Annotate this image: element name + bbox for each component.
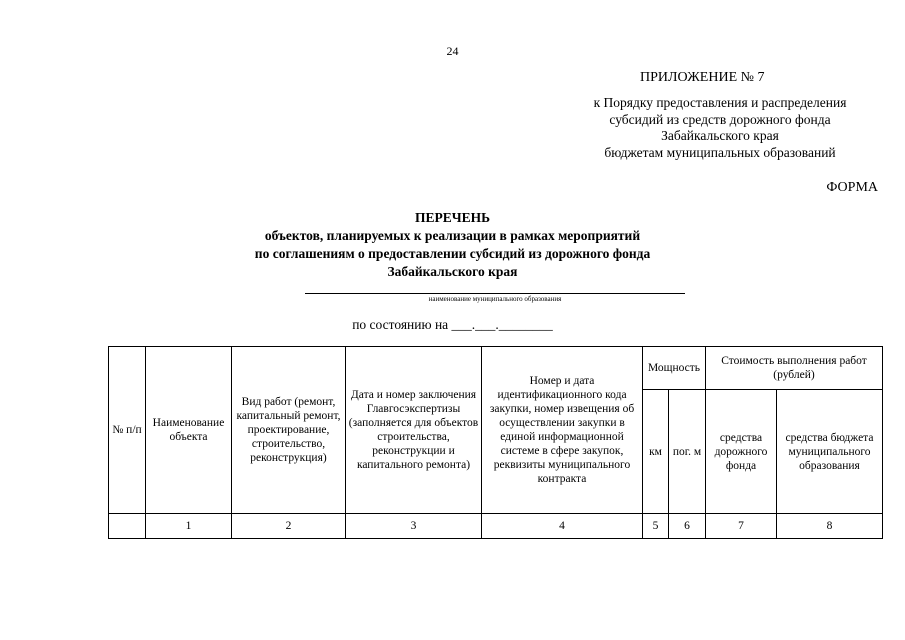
appendix-reference-line: Забайкальского края: [661, 128, 779, 143]
header-pm: пог. м: [668, 389, 706, 514]
appendix-reference-line: субсидий из средств дорожного фонда: [609, 111, 831, 127]
document-title-line: Забайкальского края: [387, 264, 518, 279]
header-km: км: [642, 389, 669, 514]
numbering-cell: [108, 513, 146, 539]
numbering-cell: 3: [345, 513, 482, 539]
numbering-cell: 4: [481, 513, 643, 539]
header-num: № п/п: [108, 346, 146, 514]
header-work-type: Вид работ (ремонт, капитальный ремонт, проектирование, строительство, реконструкция): [231, 346, 346, 514]
numbering-cell: 5: [642, 513, 669, 539]
municipality-fill-line[interactable]: [305, 293, 685, 294]
numbering-cell: 7: [705, 513, 777, 539]
form-label: ФОРМА: [826, 180, 878, 195]
header-capacity: Мощность: [642, 346, 706, 390]
appendix-title: ПРИЛОЖЕНИЕ № 7: [640, 70, 765, 85]
as-of-date-field[interactable]: по состоянию на ___.___.________: [352, 317, 553, 332]
header-object-name: Наименование объекта: [145, 346, 232, 514]
header-municipal-budget: средства бюджета муниципального образования: [776, 389, 883, 514]
appendix-reference-line: к Порядку предоставления и распределения: [593, 95, 847, 110]
header-expertise: Дата и номер заключения Главгосэкспертизы (заполняется для объектов строительства, реконструкции и капитального ремонта): [345, 346, 482, 514]
document-title-line: по соглашениям о предоставлении субсидий из дорожного фонда: [254, 246, 651, 261]
document-title: [0, 209, 905, 281]
numbering-cell: 1: [145, 513, 232, 539]
page-number: 24: [446, 44, 459, 58]
header-procurement: Номер и дата идентификационного кода закупки, номер извещения об осуществлении закупки в единой информационной системе в сфере закупок, реквизиты муниципального контракта: [481, 346, 643, 514]
document-title-line: ПЕРЕЧЕНЬ: [414, 210, 491, 225]
numbering-cell: 6: [668, 513, 706, 539]
appendix-reference-line: бюджетам муниципальных образований: [604, 144, 836, 160]
document-title-line: объектов, планируемых к реализации в рамках мероприятий: [264, 228, 641, 243]
municipality-caption: наименование муниципального образования: [428, 295, 562, 303]
numbering-cell: 2: [231, 513, 346, 539]
header-cost: Стоимость выполнения работ (рублей): [705, 346, 883, 390]
header-road-fund: средства дорожного фонда: [705, 389, 777, 514]
numbering-cell: 8: [776, 513, 883, 539]
appendix-reference: [520, 95, 905, 161]
